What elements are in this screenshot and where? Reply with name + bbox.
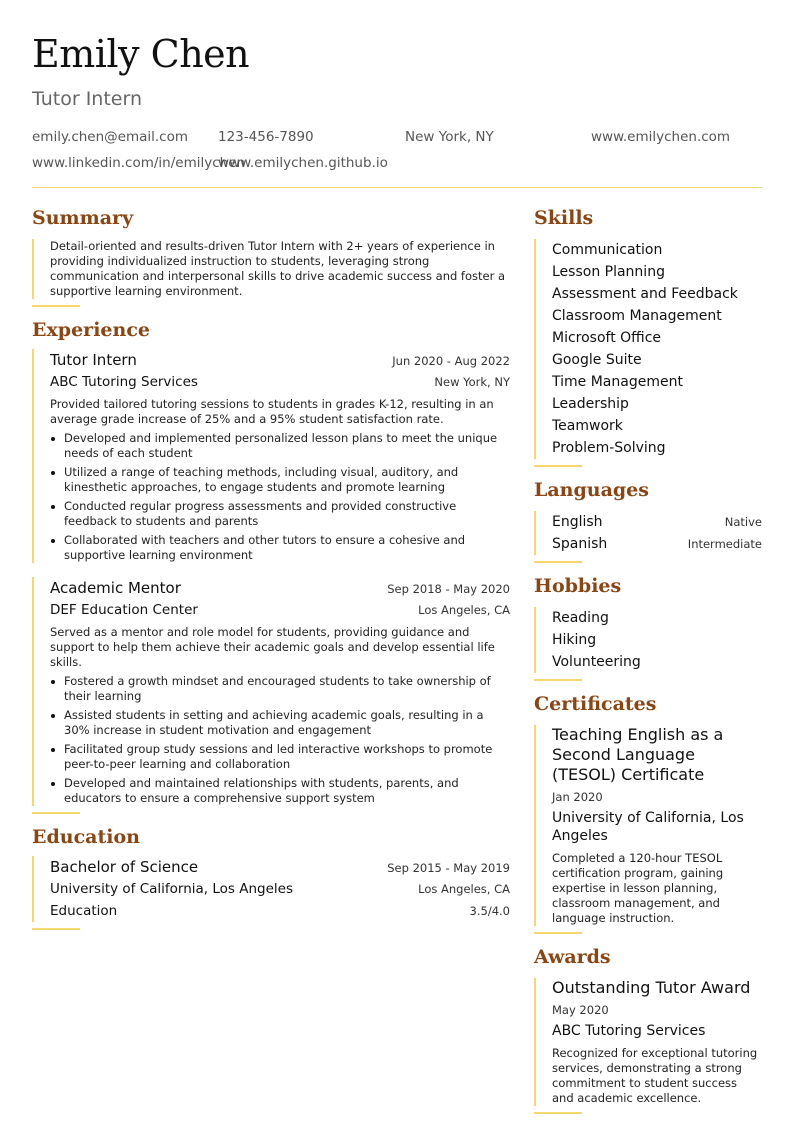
certificate-date: Jan 2020 bbox=[552, 790, 603, 804]
section-underline bbox=[534, 561, 582, 563]
job-bullet: Developed and maintained relationships with students, parents, and educators to ensure a comprehensive support system bbox=[50, 776, 510, 806]
job-title: Academic Mentor bbox=[50, 579, 181, 597]
job-bullets bbox=[50, 431, 510, 563]
job-bullet: Assisted students in setting and achieving academic goals, resulting in a 30% increase in student motivation and engagement bbox=[50, 708, 510, 738]
section-underline bbox=[32, 928, 80, 930]
job-entry bbox=[32, 349, 510, 563]
job-title: Tutor Intern bbox=[50, 351, 137, 369]
language-item bbox=[552, 511, 762, 533]
summary-section bbox=[32, 205, 510, 307]
job-bullets bbox=[50, 674, 510, 806]
skill-item: Google Suite bbox=[552, 352, 642, 368]
education-heading: Education bbox=[32, 826, 140, 848]
sidebar-column bbox=[534, 205, 762, 1123]
skill-item: Lesson Planning bbox=[552, 264, 665, 280]
job-location: New York, NY bbox=[434, 375, 510, 389]
summary-text: Detail-oriented and results-driven Tutor Intern with 2+ years of experience in providing individualized instruction to students, leveraging strong communication and interpersonal skills to drive academic success and foster a supportive learning environment. bbox=[50, 239, 506, 298]
language-item bbox=[552, 533, 762, 555]
languages-list bbox=[534, 511, 762, 555]
location-text: New York, NY bbox=[405, 129, 494, 145]
job-dates: Sep 2018 - May 2020 bbox=[387, 582, 510, 596]
hobby-item: Reading bbox=[552, 610, 609, 626]
experience-heading: Experience bbox=[32, 319, 150, 341]
certificate-description: Completed a 120-hour TESOL certification program, gaining expertise in lesson planning, classroom management, and language instruction. bbox=[552, 851, 724, 925]
job-location: Los Angeles, CA bbox=[418, 603, 510, 617]
certificate-entry bbox=[534, 725, 762, 926]
job-bullet: Facilitated group study sessions and led interactive workshops to promote peer-to-peer learning and collaboration bbox=[50, 742, 510, 772]
hobby-item: Volunteering bbox=[552, 654, 641, 670]
job-dates: Jun 2020 - Aug 2022 bbox=[392, 354, 510, 368]
website-link[interactable]: www.emilychen.com bbox=[591, 129, 731, 145]
field-of-study: Education bbox=[50, 903, 118, 919]
job-bullet: Collaborated with teachers and other tutors to ensure a cohesive and supportive learning environment bbox=[50, 533, 510, 563]
certificates-section bbox=[534, 691, 762, 934]
award-date: May 2020 bbox=[552, 1003, 609, 1017]
section-underline bbox=[32, 305, 80, 307]
job-entry bbox=[32, 577, 510, 806]
award-org: ABC Tutoring Services bbox=[552, 1023, 706, 1039]
section-underline bbox=[32, 812, 80, 814]
job-company: ABC Tutoring Services bbox=[50, 374, 198, 390]
school-location: Los Angeles, CA bbox=[418, 882, 510, 896]
section-underline bbox=[534, 932, 582, 934]
education-section bbox=[32, 824, 510, 930]
github-link[interactable]: www.emilychen.github.io bbox=[218, 155, 388, 171]
job-bullet: Developed and implemented personalized lesson plans to meet the unique needs of each student bbox=[50, 431, 510, 461]
skill-item: Classroom Management bbox=[552, 308, 722, 324]
education-dates: Sep 2015 - May 2019 bbox=[387, 861, 510, 875]
award-description: Recognized for exceptional tutoring services, demonstrating a strong commitment to student success and academic excellence. bbox=[552, 1046, 758, 1105]
language-level: Intermediate bbox=[687, 537, 762, 551]
hobbies-heading: Hobbies bbox=[534, 575, 622, 597]
hobbies-list bbox=[534, 607, 762, 673]
skill-item: Microsoft Office bbox=[552, 330, 662, 346]
certificate-name: Teaching English as a Second Language (TESOL) Certificate bbox=[552, 725, 724, 784]
language-name: Spanish bbox=[552, 536, 608, 552]
section-underline bbox=[534, 1112, 582, 1114]
skills-section bbox=[534, 205, 762, 467]
award-entry bbox=[534, 978, 762, 1106]
education-entry bbox=[32, 856, 510, 922]
skills-heading: Skills bbox=[534, 207, 594, 229]
section-underline bbox=[534, 465, 582, 467]
phone-text: 123-456-7890 bbox=[218, 129, 314, 145]
skill-item: Assessment and Feedback bbox=[552, 286, 738, 302]
hobbies-section bbox=[534, 573, 762, 681]
awards-heading: Awards bbox=[534, 946, 611, 968]
email-link[interactable]: emily.chen@email.com bbox=[32, 129, 189, 145]
skill-item: Communication bbox=[552, 242, 663, 258]
linkedin-link[interactable]: www.linkedin.com/in/emilychen bbox=[32, 155, 246, 171]
job-bullet: Conducted regular progress assessments and provided constructive feedback to students and parents bbox=[50, 499, 510, 529]
job-description: Served as a mentor and role model for students, providing guidance and support to help them achieve their academic goals and develop essential life skills. bbox=[50, 625, 495, 669]
section-underline bbox=[534, 679, 582, 681]
header-divider bbox=[32, 187, 762, 188]
award-name: Outstanding Tutor Award bbox=[552, 978, 751, 997]
language-name: English bbox=[552, 514, 603, 530]
certificates-heading: Certificates bbox=[534, 693, 657, 715]
language-level: Native bbox=[724, 515, 762, 529]
main-column bbox=[32, 205, 510, 940]
experience-section bbox=[32, 317, 510, 814]
resume-name: Emily Chen bbox=[32, 32, 250, 76]
school: University of California, Los Angeles bbox=[50, 881, 294, 897]
skill-item: Problem-Solving bbox=[552, 440, 666, 456]
job-company: DEF Education Center bbox=[50, 602, 198, 618]
certificate-org: University of California, Los Angeles bbox=[552, 810, 744, 844]
languages-heading: Languages bbox=[534, 479, 649, 501]
resume-title: Tutor Intern bbox=[32, 88, 142, 110]
skill-item: Time Management bbox=[552, 374, 683, 390]
degree: Bachelor of Science bbox=[50, 858, 199, 876]
languages-section bbox=[534, 477, 762, 563]
job-description: Provided tailored tutoring sessions to students in grades K-12, resulting in an average grade increase of 25% and a 95% student satisfaction rate. bbox=[50, 397, 494, 426]
skills-list bbox=[534, 239, 762, 459]
skill-item: Teamwork bbox=[552, 418, 623, 434]
summary-heading: Summary bbox=[32, 207, 134, 229]
job-bullet: Fostered a growth mindset and encouraged students to take ownership of their learning bbox=[50, 674, 510, 704]
hobby-item: Hiking bbox=[552, 632, 597, 648]
summary-body bbox=[32, 239, 510, 299]
awards-section bbox=[534, 944, 762, 1114]
gpa: 3.5/4.0 bbox=[469, 904, 510, 918]
skill-item: Leadership bbox=[552, 396, 629, 412]
job-bullet: Utilized a range of teaching methods, including visual, auditory, and kinesthetic approaches, to engage students and promote learning bbox=[50, 465, 510, 495]
